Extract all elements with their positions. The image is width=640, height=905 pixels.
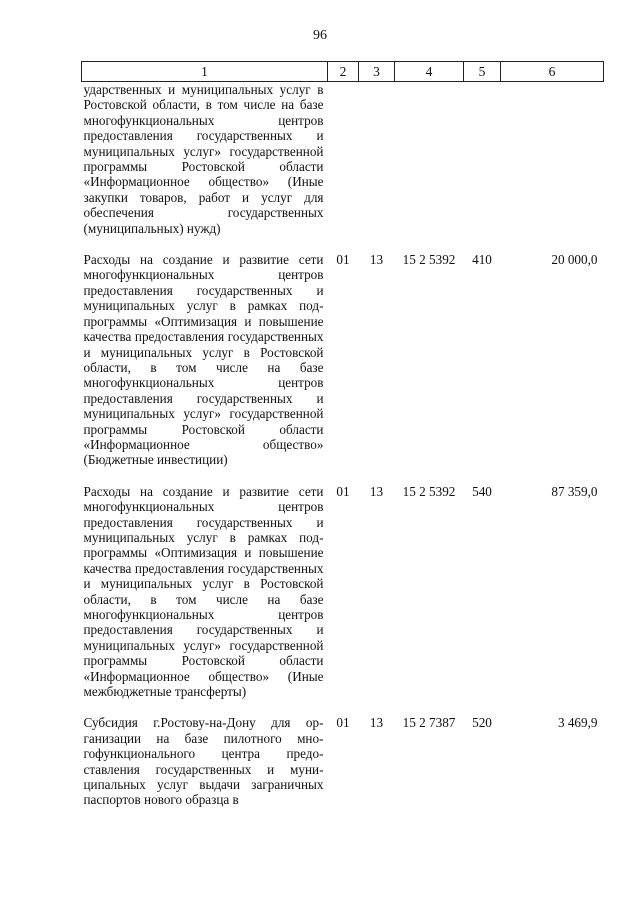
budget-table [81, 61, 604, 808]
row-expense-type: 410 [472, 252, 492, 268]
table-row [82, 715, 604, 807]
header-col-1: 1 [82, 62, 328, 82]
row-expense-type: 520 [472, 715, 492, 731]
row-spacer [82, 699, 604, 715]
table-row [82, 252, 604, 468]
row-section [328, 82, 359, 237]
row-description: Расходы на создание и развитие сети многофункциональных центров предоставления государственных и муниципальных услуг в рамках подпрограммы «Оптимизация и повышение качества предоставления государственных и муниципальных услуг в Ростовской области, в том числе на базе многофункциональных центров предоставления государственных и муниципальных услуг» государственной программы Ростовской области «Информационное общество» (Иные межбюджетные трансферты) [83, 483, 324, 700]
header-col-2: 2 [328, 62, 359, 82]
row-target-article: 15 2 7387 [402, 715, 456, 731]
row-section: 01 [336, 252, 350, 268]
row-target-article [395, 82, 464, 237]
row-target-article: 15 2 5392 [402, 483, 456, 499]
row-amount: 3 469,9 [557, 715, 598, 731]
row-expense-type [464, 82, 501, 237]
row-amount [501, 82, 604, 237]
row-description: Расходы на создание и развитие сети многофункциональных центров предоставления государственных и муниципальных услуг в рамках подпрограммы «Оптимизация и повышение качества предоставления государственных и муниципальных услуг в Ростовской области, в том числе на базе многофункциональных центров предоставления государственных и муниципальных услуг» государственной программы Ростовской области «Информационное общество» (Бюджетные инвестиции) [83, 252, 324, 468]
table-row [82, 82, 604, 237]
table-row [82, 484, 604, 700]
page-number: 96 [313, 28, 327, 43]
row-target-article: 15 2 5392 [402, 252, 456, 268]
header-col-4: 4 [395, 62, 464, 82]
header-col-5: 5 [464, 62, 501, 82]
row-subsection [359, 82, 395, 237]
row-subsection: 13 [369, 715, 384, 731]
row-spacer [82, 236, 604, 252]
row-amount: 87 359,0 [551, 483, 598, 499]
row-expense-type: 540 [472, 483, 492, 499]
row-subsection: 13 [369, 483, 384, 499]
row-subsection: 13 [369, 252, 384, 268]
row-section: 01 [336, 483, 350, 499]
row-amount: 20 000,0 [551, 252, 598, 268]
header-col-3: 3 [359, 62, 395, 82]
header-col-6: 6 [501, 62, 604, 82]
header-row [82, 62, 604, 82]
row-spacer [82, 468, 604, 484]
row-description: Субсидия г.Ростову-на-Дону для организации на базе пилотного многофункционального центра предоставления государственных и муниципальных услуг выдачи заграничных паспортов нового образца в [83, 715, 324, 808]
row-description: ударственных и муниципальных услуг в Ростовской области, в том числе на базе многофункциональных центров предоставления государственных и муниципальных услуг» государственной программы Ростовской области «Информационное общество» (Иные закупки товаров, работ и услуг для обеспечения государственных (муниципальных) нужд) [83, 82, 324, 236]
row-section: 01 [336, 715, 350, 731]
